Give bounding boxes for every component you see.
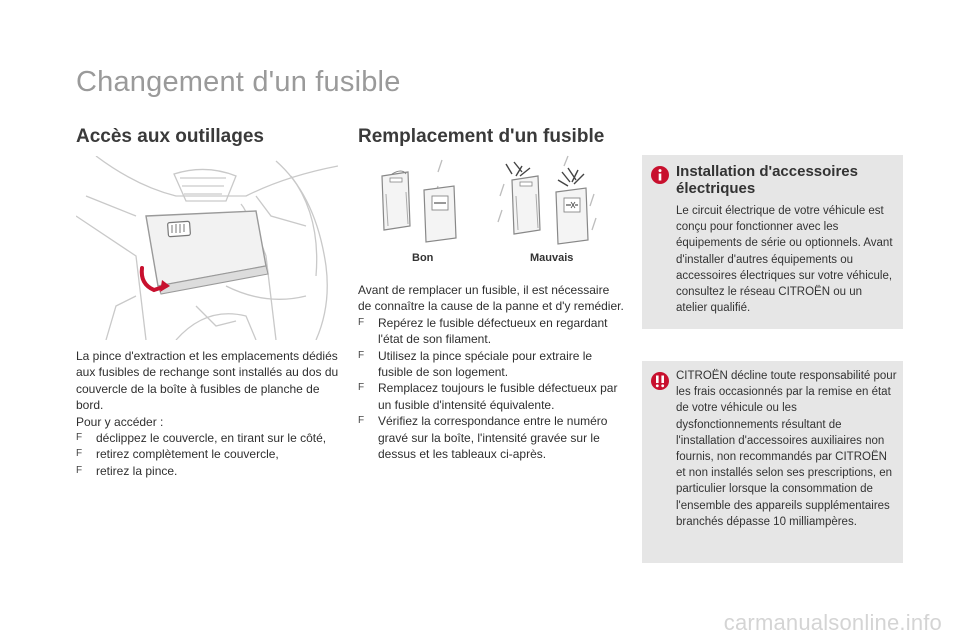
warning-icon	[650, 371, 670, 391]
list-item: F Utilisez la pince spéciale pour extraire le fusible de son logement.	[358, 348, 593, 380]
fuse-comparison-illustration	[372, 154, 608, 250]
warning-box-body: CITROËN décline toute responsabilité pour les frais occasionnés par la remise en état de votre véhicule ou les dysfonctionnements résultant de l'installation d'accessoires auxiliaires non fournis, non recommandés par CITROËN et non installés selon ses prescriptions, en particulier lorsque la consommation de l'ensemble des appareils supplémentaires branchés dépasse 10 milliampères.	[676, 370, 897, 528]
replacement-steps	[358, 315, 624, 463]
replacement-intro: Avant de remplacer un fusible, il est nécessaire de connaître la cause de la panne et d'y remédier.	[358, 283, 624, 314]
access-intro: La pince d'extraction et les emplacements dédiés aux fusibles de rechange sont installés au dos du couvercle de la boîte à fusibles de planche de bord.	[76, 349, 339, 413]
info-box	[642, 155, 903, 329]
fuse-label-bad: Mauvais	[530, 252, 574, 264]
bullet-icon: F	[358, 349, 365, 361]
warning-box	[642, 361, 903, 563]
bullet-icon: F	[76, 432, 83, 444]
access-steps	[76, 430, 344, 479]
dashboard-illustration	[76, 156, 338, 340]
replacement-instructions	[358, 282, 624, 462]
bullet-icon: F	[76, 448, 83, 460]
list-item: F Repérez le fusible défectueux en regardant l'état de son filament.	[358, 315, 608, 347]
info-box-body: Le circuit électrique de votre véhicule est conçu pour fonctionner avec les équipements de série ou optionnels. Avant d'installer d'autres équipements ou accessoires électriques sur votre véhicule, consultez le réseau CITROËN ou un atelier qualifié.	[676, 205, 893, 315]
list-item: F Remplacez toujours le fusible défectueux par un fusible d'intensité équivalente.	[358, 381, 618, 412]
info-box-title: Installation d'accessoires électriques	[676, 163, 858, 197]
list-item: F déclippez le couvercle, en tirant sur le côté,	[76, 431, 327, 446]
fuse-label-good: Bon	[412, 252, 434, 264]
bullet-icon: F	[76, 464, 83, 476]
list-item: F retirez complètement le couvercle,	[76, 447, 279, 462]
access-lead: Pour y accéder :	[76, 414, 164, 429]
list-item: F retirez la pince.	[76, 463, 178, 478]
list-item: F Vérifiez la correspondance entre le numéro gravé sur la boîte, l'intensité gravée sur le dessus et les tableaux ci-après.	[358, 414, 608, 462]
page-title: Changement d'un fusible	[76, 66, 401, 98]
bullet-icon: F	[358, 382, 365, 394]
bullet-icon: F	[358, 316, 365, 328]
good-fuse-icon	[382, 171, 456, 242]
watermark: carmanualsonline.info	[723, 610, 942, 635]
bullet-icon: F	[358, 415, 365, 427]
access-instructions	[76, 348, 344, 479]
fuse-illustration	[372, 154, 608, 250]
bad-fuse-icon	[506, 162, 588, 244]
info-icon	[650, 165, 670, 185]
section-heading-replacement: Remplacement d'un fusible	[358, 126, 605, 147]
section-heading-access: Accès aux outillages	[76, 126, 264, 147]
glovebox-fuse-cover-illustration	[76, 156, 338, 340]
